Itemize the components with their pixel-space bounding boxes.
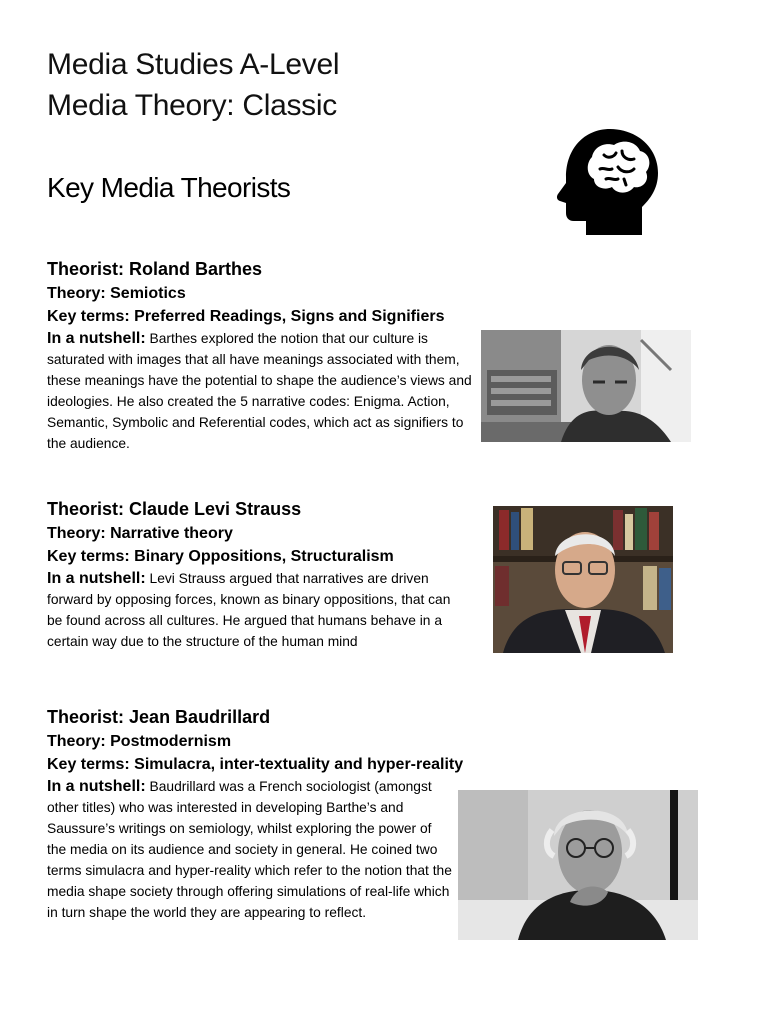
theorist-name-line bbox=[47, 257, 487, 281]
key-terms-label: Key terms: bbox=[47, 548, 130, 565]
theorist-name-line bbox=[47, 497, 487, 521]
theory-value: Narrative theory bbox=[110, 525, 233, 542]
key-terms-value: Simulacra, inter-textuality and hyper-reality bbox=[134, 756, 464, 773]
theorist-label: Theorist: bbox=[47, 499, 125, 519]
key-terms-label: Key terms: bbox=[47, 308, 130, 325]
document-title-line-1: Media Studies A-Level bbox=[47, 48, 340, 81]
nutshell-label: In a nutshell: bbox=[47, 330, 146, 347]
theorist-label: Theorist: bbox=[47, 259, 125, 279]
nutshell-text: Levi Strauss argued that narratives are driven forward by opposing forces, known as binary oppositions, that can be found across all cultures. He argued that humans behave in a certain way due to the structure of the human mind bbox=[47, 571, 451, 649]
theorist-name-line bbox=[47, 705, 527, 729]
theorist-name: Jean Baudrillard bbox=[129, 707, 271, 727]
key-terms-line bbox=[47, 753, 527, 776]
document-title-line-2: Media Theory: Classic bbox=[47, 89, 337, 122]
nutshell-paragraph bbox=[47, 328, 475, 454]
nutshell-text: Baudrillard was a French sociologist (amongst other titles) who was interested in developing Barthe’s and Saussure’s writings on semiology, whilst exploring the power of the media on its audience and society in general. He coined two terms simulacra and hyper-reality which refer to the notion that the media shape society through offering simulations of real-life which in turn shape the world they are appearing to reflect. bbox=[47, 779, 452, 920]
key-terms-line bbox=[47, 305, 487, 328]
nutshell-label: In a nutshell: bbox=[47, 570, 146, 587]
nutshell-paragraph bbox=[47, 776, 452, 923]
theorist-name: Claude Levi Strauss bbox=[129, 499, 302, 519]
theory-value: Postmodernism bbox=[110, 733, 232, 750]
theory-line bbox=[47, 730, 527, 753]
photo-claude-levi-strauss bbox=[493, 506, 673, 653]
theorist-section-levi-strauss bbox=[47, 497, 487, 652]
photo-roland-barthes bbox=[481, 330, 691, 442]
theory-label: Theory: bbox=[47, 525, 106, 542]
key-terms-label: Key terms: bbox=[47, 756, 130, 773]
theory-value: Semiotics bbox=[110, 285, 186, 302]
key-terms-line bbox=[47, 545, 487, 568]
theory-label: Theory: bbox=[47, 733, 106, 750]
nutshell-label: In a nutshell: bbox=[47, 778, 146, 795]
nutshell-text: Barthes explored the notion that our culture is saturated with images that all have meanings associated with them, these meanings have the potential to shape the audience’s views and ideologies. He also created the 5 narrative codes: Enigma. Action, Semantic, Symbolic and Referential codes, which act as signifiers to the audience. bbox=[47, 331, 472, 451]
theory-line bbox=[47, 522, 487, 545]
theorist-section-barthes bbox=[47, 257, 487, 454]
key-terms-value: Binary Oppositions, Structuralism bbox=[134, 548, 394, 565]
section-heading: Key Media Theorists bbox=[47, 172, 291, 203]
theorist-name: Roland Barthes bbox=[129, 259, 263, 279]
key-terms-value: Preferred Readings, Signs and Signifiers bbox=[134, 308, 445, 325]
theory-line bbox=[47, 282, 487, 305]
photo-jean-baudrillard bbox=[458, 790, 698, 940]
head-with-brain-icon bbox=[556, 127, 660, 235]
nutshell-paragraph bbox=[47, 568, 467, 652]
theorist-label: Theorist: bbox=[47, 707, 125, 727]
theory-label: Theory: bbox=[47, 285, 106, 302]
theorist-section-baudrillard bbox=[47, 705, 527, 923]
